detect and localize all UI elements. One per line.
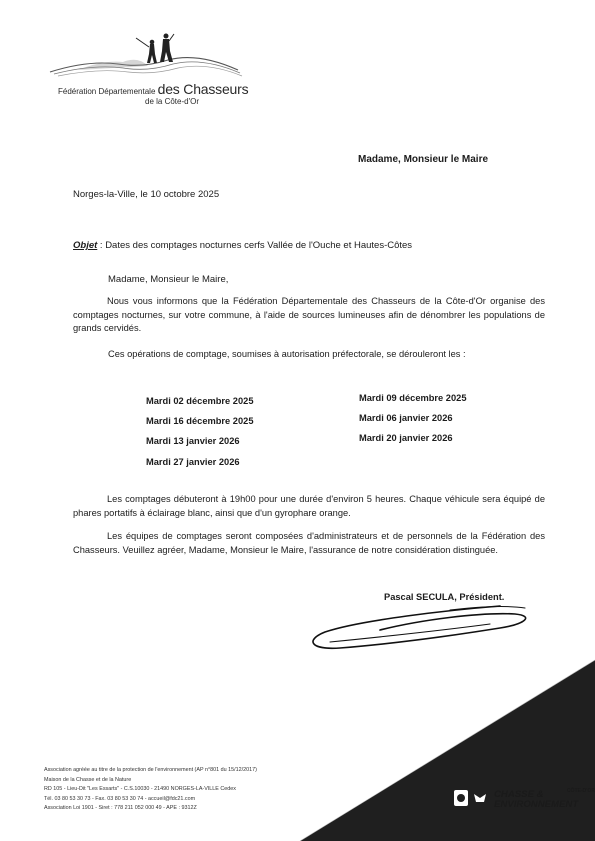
brand-region: CÔTE-D'OR [567, 788, 595, 794]
org-name-part1: Fédération Départementale [58, 87, 156, 96]
subject-text: : Dates des comptages nocturnes cerfs Vallée de l'Ouche et Hautes-Côtes [97, 240, 413, 251]
brand-name-line1: CHASSE & [494, 789, 544, 800]
footer-line: RD 105 - Lieu-Dit "Les Essarts" - C.S.10030 - 21490 NORGES-LA-VILLE Cedex [44, 786, 236, 793]
paragraph-closing: Les équipes de comptages seront composées d'administrateurs et de personnels de la Fédération des Chasseurs. Veuillez agréer, Madame, Monsieur le Maire, l'assurance de notre considération distinguée. [73, 531, 545, 555]
org-name [58, 81, 248, 97]
chasse-environnement-logo [454, 786, 594, 820]
date-right-2: Mardi 06 janvier 2026 [359, 413, 453, 423]
date-right-1: Mardi 09 décembre 2025 [359, 393, 467, 403]
signer-name: Pascal SECULA, Président. [384, 592, 505, 602]
footer-legal [44, 766, 364, 814]
org-region: de la Côte-d'Or [145, 97, 199, 106]
place-date: Norges-la-Ville, le 10 octobre 2025 [73, 189, 220, 200]
footer-line: Association agréée au titre de la protection de l'environnement (AP n°801 du 15/12/2017) [44, 767, 257, 773]
paragraph-schedule: Les comptages débuteront à 19h00 pour une durée d'environ 5 heures. Chaque véhicule sera équipé de phares portatifs à éclairage blanc, ainsi que d'un gyrophare orange. [73, 494, 545, 518]
date-left-3: Mardi 13 janvier 2026 [146, 436, 240, 446]
date-right-3: Mardi 20 janvier 2026 [359, 433, 453, 443]
subject-line [73, 240, 412, 251]
brand-emblem-icon [454, 788, 490, 812]
brand-name [494, 790, 578, 810]
hunters-silhouette-icon [48, 30, 248, 84]
footer-line: Tél. 03 80 53 30 73 - Fax. 03 80 53 30 74 - accueil@fdc21.com [44, 795, 196, 802]
brand-name-line2: ENVIRONNEMENT [494, 799, 579, 810]
footer-line: Maison de la Chasse et de la Nature [44, 776, 132, 783]
date-left-2: Mardi 16 décembre 2025 [146, 416, 254, 426]
subject-label: Objet [73, 240, 98, 251]
org-name-part2: des Chasseurs [157, 81, 249, 97]
paragraph-intro: Nous vous informons que la Fédération Départementale des Chasseurs de la Côte-d'Or organise des comptages nocturnes, sur votre commune, à l'aide de sources lumineuses afin de dénombrer les populations de grands cervidés. [73, 296, 545, 334]
date-left-4: Mardi 27 janvier 2026 [146, 457, 240, 467]
paragraph-dates-intro: Ces opérations de comptage, soumises à autorisation préfectorale, se dérouleront les : [108, 349, 466, 359]
footer-line: Association Loi 1901 - Siret : 778 211 052 000 49 - APE : 9312Z [44, 805, 197, 812]
salutation: Madame, Monsieur le Maire, [108, 274, 229, 285]
federation-logo [48, 30, 248, 110]
recipient: Madame, Monsieur le Maire [358, 154, 489, 165]
date-left-1: Mardi 02 décembre 2025 [146, 396, 254, 406]
